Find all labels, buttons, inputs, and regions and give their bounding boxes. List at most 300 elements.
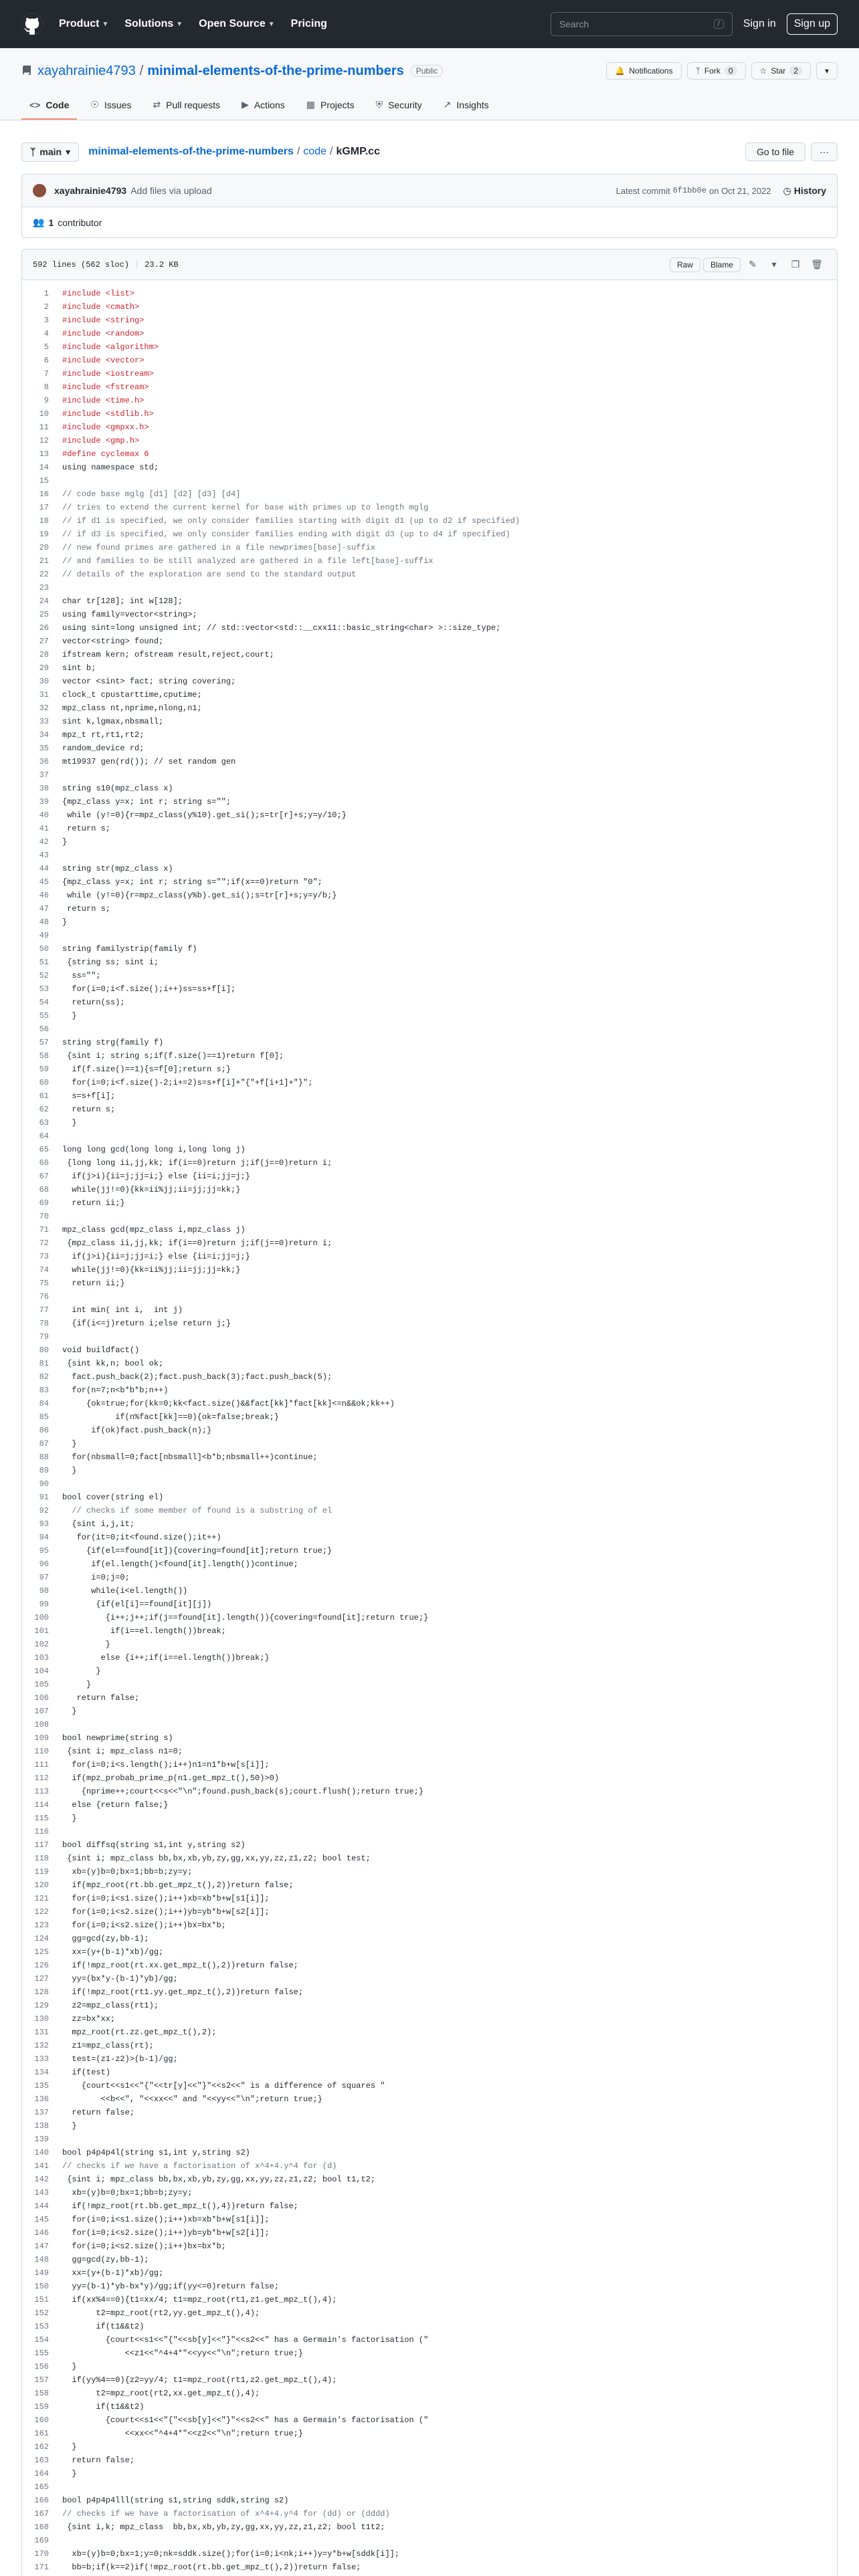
line-number[interactable]: 79 [39, 1332, 49, 1341]
line-number[interactable]: 81 [39, 1359, 49, 1368]
line-content: z2=mpz_class(rt1); [62, 2001, 159, 2010]
line-number[interactable]: 53 [39, 984, 49, 994]
line-number[interactable]: 84 [39, 1399, 49, 1408]
line-number[interactable]: 148 [34, 2255, 49, 2264]
line-number[interactable]: 85 [39, 1412, 49, 1422]
line-number[interactable]: 158 [34, 2389, 49, 2398]
line-number[interactable]: 153 [34, 2322, 49, 2331]
line-number[interactable]: 24 [39, 597, 49, 606]
line-content: using namespace std; [62, 463, 159, 472]
line-number[interactable]: 104 [34, 1667, 49, 1676]
trash-icon[interactable]: 🗑 [811, 259, 823, 270]
line-number[interactable]: 32 [39, 704, 49, 713]
code-line [22, 554, 837, 568]
line-content [56, 849, 62, 862]
line-number[interactable]: 96 [39, 1560, 49, 1569]
line-number[interactable]: 11 [39, 423, 49, 432]
line-number[interactable]: 94 [39, 1533, 49, 1542]
sign-in-link[interactable]: Sign in [743, 18, 776, 29]
line-number[interactable]: 149 [34, 2268, 49, 2278]
line-number[interactable]: 136 [34, 2095, 49, 2104]
line-number[interactable]: 10 [39, 409, 49, 419]
line-number[interactable]: 120 [34, 1881, 49, 1890]
line-number[interactable]: 41 [39, 824, 49, 833]
code-line [22, 2092, 837, 2106]
line-number[interactable]: 58 [39, 1051, 49, 1061]
line-number[interactable]: 82 [39, 1372, 49, 1382]
line-number[interactable]: 145 [34, 2215, 49, 2224]
line-content: {string ss; sint i; [62, 958, 159, 967]
line-number[interactable]: 150 [34, 2282, 49, 2291]
notifications-button[interactable]: 🔔 Notifications [606, 62, 681, 80]
line-content: } [62, 1439, 77, 1448]
line-number[interactable]: 115 [34, 1814, 49, 1823]
line-number[interactable]: 56 [39, 1025, 49, 1034]
line-number[interactable]: 171 [34, 2563, 49, 2572]
line-number[interactable]: 106 [34, 1693, 49, 1703]
line-number[interactable]: 91 [39, 1493, 49, 1502]
repo-name-link[interactable]: minimal-elements-of-the-prime-numbers [147, 63, 404, 78]
line-number[interactable]: 97 [39, 1573, 49, 1582]
code-line [22, 2280, 837, 2293]
line-number[interactable]: 154 [34, 2335, 49, 2345]
line-number[interactable]: 132 [34, 2041, 49, 2050]
code-line [22, 434, 837, 447]
line-number[interactable]: 155 [34, 2349, 49, 2358]
code-line [22, 287, 837, 300]
line-number[interactable]: 2 [43, 302, 49, 312]
line-number[interactable]: 156 [34, 2362, 49, 2371]
commit-message[interactable]: Add files via upload [130, 185, 212, 196]
line-number[interactable]: 69 [39, 1198, 49, 1208]
copy-icon[interactable]: ❐ [791, 259, 800, 270]
line-number[interactable]: 54 [39, 998, 49, 1007]
line-number[interactable]: 137 [34, 2108, 49, 2117]
line-number[interactable]: 36 [39, 757, 49, 766]
line-number[interactable]: 67 [39, 1172, 49, 1181]
line-content [56, 2480, 62, 2494]
line-number[interactable]: 114 [34, 1800, 49, 1810]
line-content: return false; [62, 2456, 135, 2465]
line-number[interactable]: 92 [39, 1506, 49, 1515]
line-number[interactable]: 12 [39, 436, 49, 445]
line-number[interactable]: 80 [39, 1346, 49, 1355]
line-number[interactable]: 19 [39, 530, 49, 539]
line-content: } [62, 918, 68, 927]
search-input[interactable]: Search / [551, 12, 733, 36]
line-number[interactable]: 164 [34, 2469, 49, 2478]
line-number[interactable]: 108 [34, 1720, 49, 1729]
fork-button[interactable]: ᛉ Fork 0 [687, 62, 746, 80]
line-number[interactable]: 86 [39, 1426, 49, 1435]
line-number[interactable]: 4 [43, 329, 49, 338]
breadcrumb-repo-link[interactable]: minimal-elements-of-the-prime-numbers [88, 146, 294, 157]
line-number[interactable]: 14 [39, 463, 49, 472]
line-content: for(i=0;i<s2.size();i++)yb=yb*b+w[s2[i]]; [62, 1907, 270, 1917]
slash-key-hint: / [714, 19, 724, 29]
line-number[interactable]: 121 [34, 1894, 49, 1903]
commit-sha-link[interactable]: 6f1bb0e [672, 186, 707, 195]
line-number[interactable]: 138 [34, 2121, 49, 2131]
line-content: mpz_t rt,rt1,rt2; [62, 730, 145, 740]
line-number[interactable]: 23 [39, 583, 49, 593]
line-content: for(i=0;i<s2.size();i++)yb=yb*b+w[s2[i]]; [62, 2228, 270, 2238]
line-number[interactable]: 116 [34, 1827, 49, 1836]
line-number[interactable]: 130 [34, 2014, 49, 2024]
line-number[interactable]: 78 [39, 1319, 49, 1328]
line-number[interactable]: 18 [39, 516, 49, 526]
nav-open-source[interactable]: Open Source ▼ [199, 18, 275, 29]
line-number[interactable]: 27 [39, 637, 49, 646]
tab-issues[interactable]: ☉ Issues [90, 99, 132, 110]
line-number[interactable]: 57 [39, 1038, 49, 1047]
code-line [22, 982, 837, 996]
line-number[interactable]: 73 [39, 1252, 49, 1261]
line-number[interactable]: 133 [34, 2054, 49, 2064]
tab-insights[interactable]: ↗ Insights [443, 99, 489, 110]
line-number[interactable]: 65 [39, 1145, 49, 1154]
line-number[interactable]: 45 [39, 877, 49, 887]
line-number[interactable]: 15 [39, 476, 49, 486]
line-content: while(i<el.length()) [62, 1586, 188, 1596]
code-line [22, 929, 837, 942]
line-content: s=s+f[i]; [62, 1091, 116, 1101]
more-options-button[interactable]: ··· [811, 142, 838, 161]
line-number[interactable]: 157 [34, 2375, 49, 2385]
line-number[interactable]: 7 [43, 369, 49, 379]
line-number[interactable]: 105 [34, 1680, 49, 1689]
code-line [22, 1705, 837, 1718]
code-line [22, 1651, 837, 1665]
line-number[interactable]: 159 [34, 2402, 49, 2411]
line-number[interactable]: 101 [34, 1626, 49, 1636]
line-number[interactable]: 144 [34, 2202, 49, 2211]
line-number[interactable]: 99 [39, 1600, 49, 1609]
line-number[interactable]: 62 [39, 1105, 49, 1114]
line-content: #include <fstream> [62, 383, 149, 392]
line-number[interactable]: 162 [34, 2442, 49, 2452]
line-number[interactable]: 26 [39, 623, 49, 633]
edit-icon[interactable]: ▾ [771, 259, 777, 270]
line-number[interactable]: 90 [39, 1479, 49, 1489]
line-number[interactable]: 131 [34, 2028, 49, 2037]
code-line [22, 969, 837, 982]
line-number[interactable]: 119 [34, 1867, 49, 1876]
line-number[interactable]: 163 [34, 2456, 49, 2465]
line-content: for(i=0;i<s2.size();i++)bx=bx*b; [62, 2242, 226, 2251]
code-line [22, 1089, 837, 1103]
line-content: // new found primes are gathered in a file newprimes[base]-suffix [62, 543, 376, 552]
code-line [22, 1330, 837, 1344]
line-content: return false; [62, 1693, 140, 1703]
line-number[interactable]: 113 [34, 1787, 49, 1796]
nav-solutions[interactable]: Solutions ▼ [124, 18, 183, 29]
line-number[interactable]: 168 [34, 2523, 49, 2532]
code-line [22, 1290, 837, 1303]
line-number[interactable]: 117 [34, 1840, 49, 1850]
line-content: return s; [62, 824, 111, 833]
code-line [22, 1210, 837, 1223]
code-line [22, 2133, 837, 2146]
line-content: int min( int i, int j) [62, 1305, 183, 1315]
code-line [22, 2347, 837, 2360]
line-content: t2=mpz_root(rt2,xx.get_mpz_t(),4); [62, 2389, 260, 2398]
code-line [22, 1892, 837, 1905]
line-number[interactable]: 118 [34, 1854, 49, 1863]
line-number[interactable]: 160 [34, 2416, 49, 2425]
line-number[interactable]: 1 [43, 289, 49, 298]
line-content [56, 1825, 62, 1838]
go-to-file-button[interactable]: Go to file [745, 142, 805, 161]
line-number[interactable]: 128 [34, 1988, 49, 1997]
line-number[interactable]: 50 [39, 944, 49, 954]
line-number[interactable]: 71 [39, 1225, 49, 1235]
line-number[interactable]: 55 [39, 1011, 49, 1021]
branch-selector[interactable]: ᛉ main ▾ [21, 142, 79, 162]
nav-pricing[interactable]: Pricing [290, 18, 327, 29]
line-number[interactable]: 39 [39, 797, 49, 807]
tab-pull-requests[interactable]: ⇄ Pull requests [153, 99, 221, 110]
line-number[interactable]: 109 [34, 1733, 49, 1743]
line-number[interactable]: 30 [39, 677, 49, 686]
code-line [22, 300, 837, 314]
tab-actions[interactable]: ▶ Actions [242, 99, 285, 110]
line-number[interactable]: 98 [39, 1586, 49, 1596]
line-number[interactable]: 31 [39, 690, 49, 700]
line-number[interactable]: 166 [34, 2496, 49, 2505]
graph-icon: ↗ [443, 99, 452, 110]
commit-date: on Oct 21, 2022 [709, 185, 771, 196]
line-content: {sint i; string s;if(f.size()==1)return f[0]; [62, 1051, 284, 1061]
line-number[interactable]: 169 [34, 2536, 49, 2545]
code-line [22, 2306, 837, 2320]
code-line [22, 1598, 837, 1611]
code-line [22, 568, 837, 581]
line-number[interactable]: 3 [43, 316, 49, 325]
line-number[interactable]: 125 [34, 1947, 49, 1957]
line-number[interactable]: 28 [39, 650, 49, 659]
code-line [22, 742, 837, 755]
line-number[interactable]: 16 [39, 490, 49, 499]
line-number[interactable]: 141 [34, 2161, 49, 2171]
line-number[interactable]: 107 [34, 1707, 49, 1716]
line-content: xb=(y)b=0;bx=1;bb=b;zy=y; [62, 1867, 193, 1876]
line-number[interactable]: 112 [34, 1774, 49, 1783]
line-number[interactable]: 64 [39, 1132, 49, 1141]
tab-projects[interactable]: ▦ Projects [306, 99, 355, 110]
line-number[interactable]: 139 [34, 2135, 49, 2144]
line-number[interactable]: 126 [34, 1961, 49, 1970]
breadcrumb [88, 146, 380, 158]
star-button[interactable]: ☆ Star 2 [751, 62, 811, 80]
contributors-row[interactable] [22, 207, 837, 237]
line-number[interactable]: 142 [34, 2175, 49, 2184]
line-content: } [62, 1707, 77, 1716]
line-number[interactable]: 47 [39, 904, 49, 914]
line-number[interactable]: 93 [39, 1519, 49, 1529]
line-number[interactable]: 74 [39, 1265, 49, 1275]
line-number[interactable]: 49 [39, 931, 49, 940]
code-line [22, 1250, 837, 1263]
line-content: {court<<s1<<"{"<<sb[y]<<"}"<<s2<<" has a Germain's factorisation (" [62, 2335, 429, 2345]
line-content: sint k,lgmax,nbsmall; [62, 717, 164, 726]
code-line [22, 1959, 837, 1972]
line-number[interactable]: 72 [39, 1239, 49, 1248]
line-number[interactable]: 127 [34, 1974, 49, 1983]
code-line [22, 809, 837, 822]
line-content [56, 474, 62, 488]
line-number[interactable]: 167 [34, 2509, 49, 2518]
line-number[interactable]: 110 [34, 1747, 49, 1756]
fork-count: 0 [725, 66, 737, 76]
line-content: long long gcd(long long i,long long j) [62, 1145, 246, 1154]
line-content: random_device rd; [62, 744, 145, 753]
raw-button[interactable]: Raw [670, 257, 700, 272]
line-number[interactable]: 40 [39, 811, 49, 820]
line-number[interactable]: 51 [39, 958, 49, 967]
blame-button[interactable]: Blame [703, 257, 741, 272]
line-content: {court<<s1<<"{"<<tr[y]<<"}"<<s2<<" is a difference of squares " [62, 2081, 385, 2090]
line-number[interactable]: 147 [34, 2242, 49, 2251]
line-number[interactable]: 8 [43, 383, 49, 392]
line-number[interactable]: 13 [39, 449, 49, 459]
line-number[interactable]: 143 [34, 2188, 49, 2197]
line-number[interactable]: 52 [39, 971, 49, 980]
line-number[interactable]: 60 [39, 1078, 49, 1087]
line-content [56, 2133, 62, 2146]
line-number[interactable]: 83 [39, 1386, 49, 1395]
issue-icon: ☉ [90, 99, 99, 110]
line-content: t2=mpz_root(rt2,yy.get_mpz_t(),4); [62, 2309, 260, 2318]
line-number[interactable]: 87 [39, 1439, 49, 1448]
commit-author-link[interactable]: xayahrainie4793 [54, 185, 127, 196]
code-line [22, 1063, 837, 1076]
code-line [22, 1237, 837, 1250]
avatar[interactable] [33, 184, 46, 197]
line-number[interactable]: 9 [43, 396, 49, 405]
line-number[interactable]: 123 [34, 1921, 49, 1930]
line-number[interactable]: 129 [34, 2001, 49, 2010]
repo-owner-link[interactable]: xayahrainie4793 [37, 63, 136, 78]
line-number[interactable]: 140 [34, 2148, 49, 2157]
desktop-icon[interactable]: ✎ [749, 259, 757, 270]
line-number[interactable]: 88 [39, 1453, 49, 1462]
line-number[interactable]: 25 [39, 610, 49, 619]
line-content: mt19937 gen(rd()); // set random gen [62, 757, 236, 766]
line-number[interactable]: 170 [34, 2549, 49, 2559]
line-content: for(i=0;i<s1.size();i++)xb=xb*b+w[s1[i]]; [62, 1894, 270, 1903]
line-content: {mpz_class ii,jj,kk; if(i==0)return j;if(j==0)return i; [62, 1239, 332, 1248]
line-number[interactable]: 37 [39, 770, 49, 780]
code-line [22, 1116, 837, 1130]
code-line [22, 1183, 837, 1196]
line-content: test=(z1-z2)>(b-1)/gg; [62, 2054, 178, 2064]
nav-product[interactable]: Product ▼ [59, 18, 109, 29]
code-line [22, 2373, 837, 2387]
line-number[interactable]: 61 [39, 1091, 49, 1101]
line-number[interactable]: 63 [39, 1118, 49, 1128]
line-number[interactable]: 165 [34, 2482, 49, 2492]
github-logo-icon[interactable] [21, 13, 43, 35]
code-line [22, 1558, 837, 1571]
line-content: #include <vector> [62, 356, 145, 365]
line-number[interactable]: 22 [39, 570, 49, 579]
code-line [22, 608, 837, 621]
line-number[interactable]: 68 [39, 1185, 49, 1194]
code-line [22, 541, 837, 554]
sign-up-button[interactable]: Sign up [787, 13, 838, 35]
line-number[interactable]: 43 [39, 851, 49, 860]
breadcrumb-dir-link[interactable]: code [303, 146, 326, 157]
line-number[interactable]: 89 [39, 1466, 49, 1475]
code-line [22, 501, 837, 514]
line-number[interactable]: 17 [39, 503, 49, 512]
line-number[interactable]: 29 [39, 663, 49, 673]
line-number[interactable]: 34 [39, 730, 49, 740]
line-number[interactable]: 21 [39, 556, 49, 566]
line-number[interactable]: 76 [39, 1292, 49, 1301]
line-number[interactable]: 70 [39, 1212, 49, 1221]
star-dropdown-button[interactable] [816, 62, 838, 80]
line-number[interactable]: 42 [39, 837, 49, 847]
line-number[interactable]: 111 [34, 1760, 49, 1769]
line-number[interactable]: 152 [34, 2309, 49, 2318]
line-number[interactable]: 122 [34, 1907, 49, 1917]
line-number[interactable]: 151 [34, 2295, 49, 2304]
history-link[interactable]: ◷ History [783, 185, 826, 196]
line-number[interactable]: 102 [34, 1640, 49, 1649]
line-number[interactable]: 146 [34, 2228, 49, 2238]
line-number[interactable]: 95 [39, 1546, 49, 1555]
line-number[interactable]: 5 [43, 342, 49, 352]
line-number[interactable]: 135 [34, 2081, 49, 2090]
tab-code[interactable]: <> Code [21, 94, 77, 120]
line-content: yy=(b-1)*yb-bx*y)/gg;if(yy<=0)return false; [62, 2282, 280, 2291]
line-number[interactable]: 161 [34, 2429, 49, 2438]
line-number[interactable]: 20 [39, 543, 49, 552]
line-number[interactable]: 134 [34, 2068, 49, 2077]
code-line [22, 2119, 837, 2133]
line-number[interactable]: 75 [39, 1279, 49, 1288]
line-number[interactable]: 100 [34, 1613, 49, 1622]
line-number[interactable]: 6 [43, 356, 49, 365]
repo-tabs [21, 94, 838, 120]
line-number[interactable]: 103 [34, 1653, 49, 1662]
line-number[interactable]: 33 [39, 717, 49, 726]
branch-icon: ᛉ [30, 146, 36, 157]
line-content: if(t1&&t2) [62, 2402, 145, 2411]
code-line [22, 2106, 837, 2119]
line-number[interactable]: 38 [39, 784, 49, 793]
line-content: {sint i,k; mpz_class bb,bx,xb,yb,zy,gg,xx,yy,zz,z1,z2; bool t1t2; [62, 2523, 385, 2532]
tab-security[interactable]: ⛨ Security [375, 99, 422, 110]
code-line [22, 1731, 837, 1745]
chevron-down-icon: ▾ [66, 146, 71, 157]
line-number[interactable]: 77 [39, 1305, 49, 1315]
line-number[interactable]: 44 [39, 864, 49, 873]
code-line [22, 1023, 837, 1036]
code-line [22, 1945, 837, 1959]
line-number[interactable]: 124 [34, 1934, 49, 1943]
line-number[interactable]: 35 [39, 744, 49, 753]
line-number[interactable]: 46 [39, 891, 49, 900]
line-number[interactable]: 66 [39, 1158, 49, 1168]
code-line [22, 902, 837, 916]
line-number[interactable]: 59 [39, 1065, 49, 1074]
line-content: #include <algorithm> [62, 342, 159, 352]
code-line [22, 1838, 837, 1852]
line-number[interactable]: 48 [39, 918, 49, 927]
